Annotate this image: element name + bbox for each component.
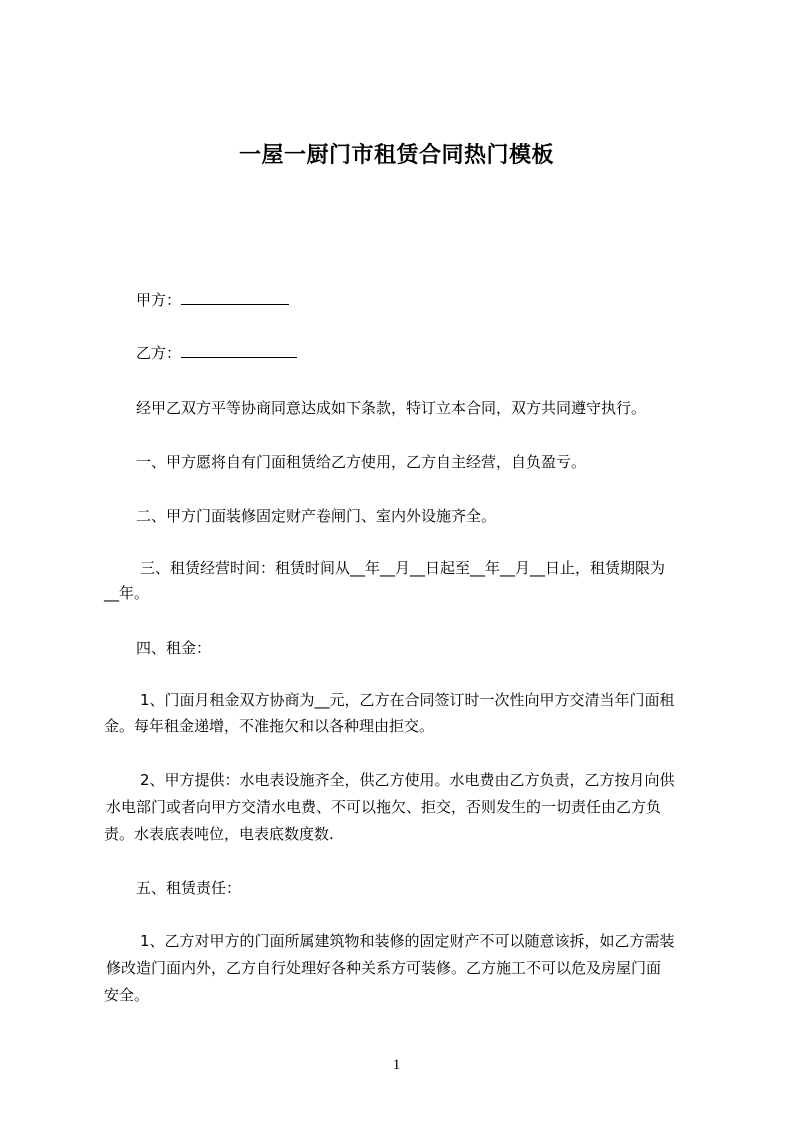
page-number: 1 [392,1057,401,1073]
party-b-line [136,341,736,365]
clause-4-2-line-3: 责。水表底表吨位，电表底数度数. [104,825,334,843]
party-a-line [136,288,736,312]
clause-4-2-line-1: 2、甲方提供：水电表设施齐全，供乙方使用。水电费由乙方负责，乙方按月向供 [140,771,675,789]
clause-5-1-line-3: 安全。 [104,986,150,1004]
clause-4-1-line-1: 1、门面月租金双方协商为__元，乙方在合同签订时一次性向甲方交清当年门面租 [140,691,675,709]
party-a-label: 甲方： [136,291,182,309]
clause-1: 一、甲方愿将自有门面租赁给乙方使用，乙方自主经营，自负盈亏。 [136,453,587,471]
clause-4-1-line-2: 金。每年租金递增，不准拖欠和以各种理由拒交。 [104,717,435,735]
clause-5-1-line-2: 修改造门面内外，乙方自行处理好各种关系方可装修。乙方施工不可以危及房屋门面 [106,959,662,977]
clause-3-line-2: __年。 [104,584,150,602]
clause-4-2-line-2: 水电部门或者向甲方交清水电费、不可以拖欠、拒交，否则发生的一切责任由乙方负 [106,798,662,816]
clause-4-heading: 四、租金： [136,639,212,657]
clause-5-1-line-1: 1、乙方对甲方的门面所属建筑物和装修的固定财产不可以随意该拆，如乙方需装 [140,932,675,950]
intro-paragraph: 经甲乙双方平等协商同意达成如下条款，特订立本合同，双方共同遵守执行。 [136,399,647,417]
party-b-label: 乙方： [136,344,182,362]
document-title: 一屋一厨门市租赁合同热门模板 [238,143,554,168]
party-a-blank [181,289,289,305]
clause-5-heading: 五、租赁责任： [136,879,242,897]
party-b-blank [181,342,297,358]
clause-2: 二、甲方门面装修固定财产卷闸门、室内外设施齐全。 [136,507,497,525]
clause-3-line-1: 三、租赁经营时间：租赁时间从__年__月__日起至__年__月__日止，租赁期限为 [140,559,666,577]
